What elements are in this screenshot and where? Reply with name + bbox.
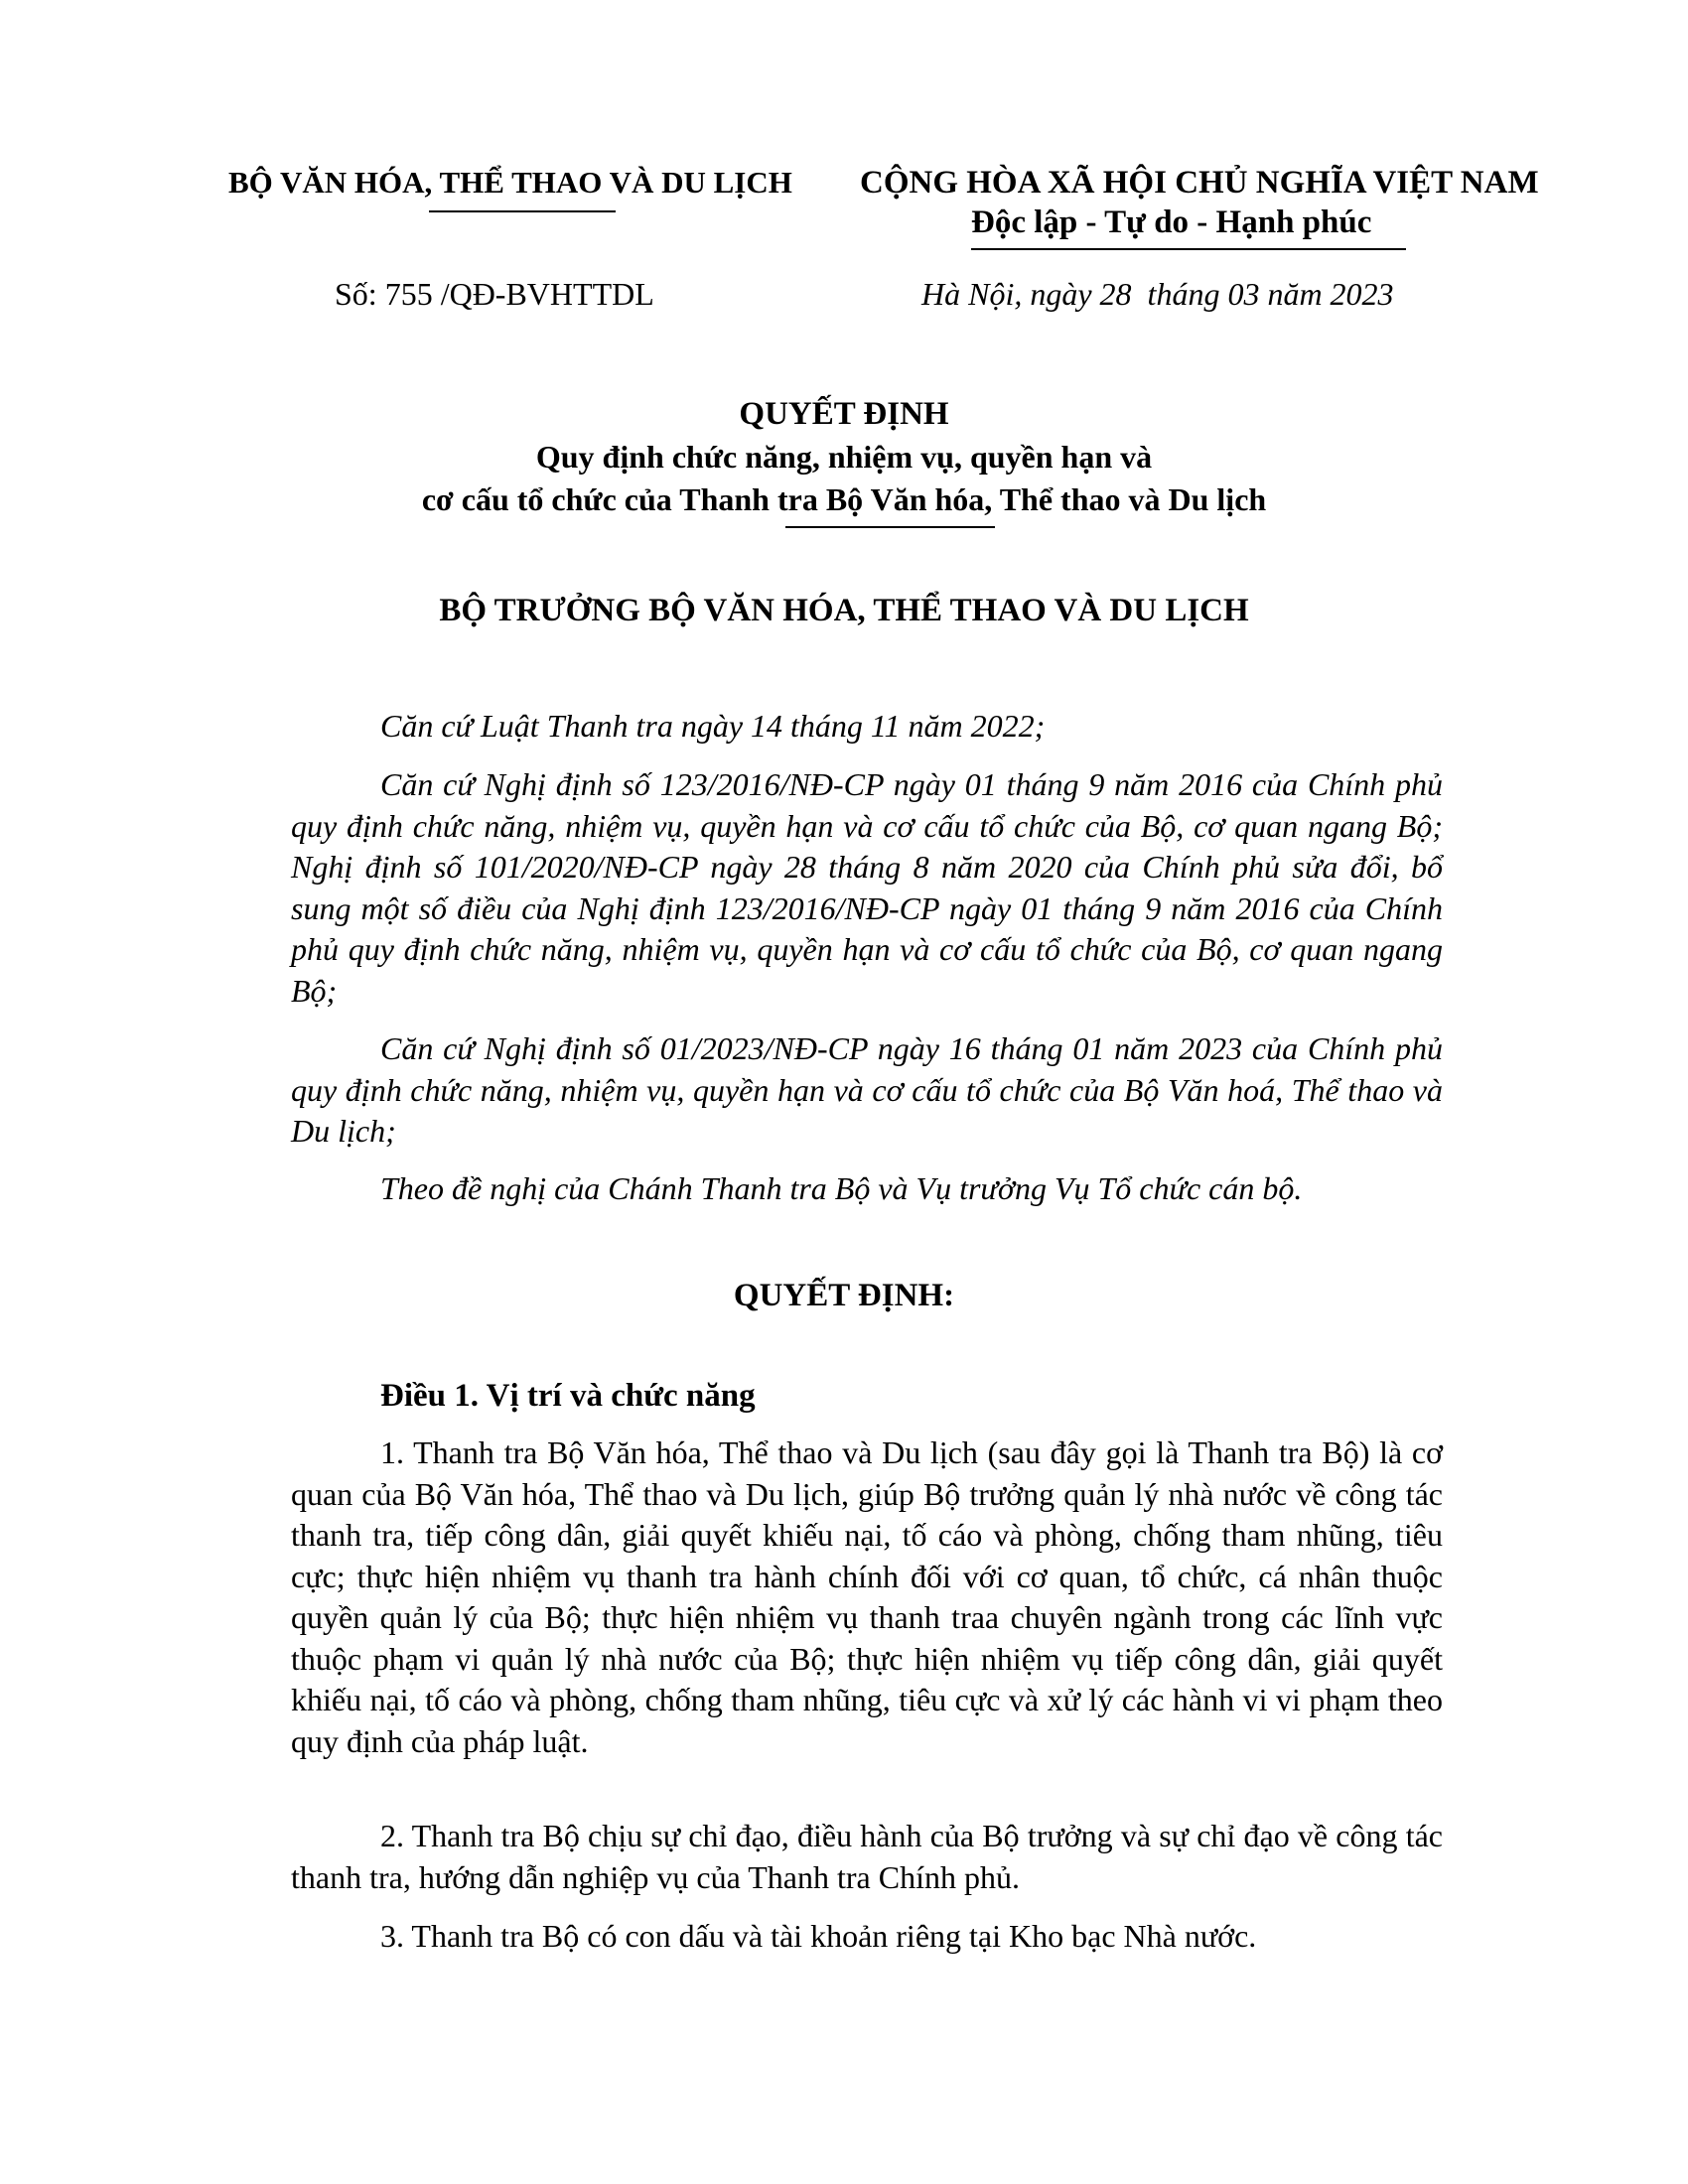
article-clause: 2. Thanh tra Bộ chịu sự chỉ đạo, điều hành của Bộ trưởng và sự chỉ đạo về công tác thanh tra, hướng dẫn nghiệp vụ của Thanh tra Chính phủ. xyxy=(291,1818,1443,1895)
ministry-name: BỘ VĂN HÓA, THỂ THAO VÀ DU LỊCH xyxy=(228,165,792,200)
motto-underline xyxy=(971,248,1406,250)
country-name: CỘNG HÒA XÃ HỘI CHỦ NGHĨA VIỆT NAM xyxy=(860,165,1539,201)
article-clause: 3. Thanh tra Bộ có con dấu và tài khoản riêng tại Kho bạc Nhà nước. xyxy=(380,1918,1257,1954)
preamble-item: Căn cứ Nghị định số 01/2023/NĐ-CP ngày 16 tháng 01 năm 2023 của Chính phủ quy định chức năng, nhiệm vụ, quyền hạn và cơ cấu tổ chức của Bộ Văn hoá, Thể thao và Du lịch; xyxy=(291,1030,1443,1149)
article-clause: 1. Thanh tra Bộ Văn hóa, Thể thao và Du lịch (sau đây gọi là Thanh tra Bộ) là cơ quan của Bộ Văn hóa, Thể thao và Du lịch, giúp Bộ trưởng quản lý nhà nước về công tác thanh tra, tiếp công dân, giải quyết khiếu nại, tố cáo và phòng, chống tham nhũng, tiêu cực; thực hiện nhiệm vụ thanh tra hành chính đối với cơ quan, tổ chức, cá nhân thuộc quyền quản lý của Bộ; thực hiện nhiệm vụ thanh traa chuyên ngành trong các lĩnh vực thuộc phạm vi quản lý nhà nước của Bộ; thực hiện nhiệm vụ tiếp công dân, giải quyết khiếu nại, tố cáo và phòng, chống tham nhũng, tiêu cực và xử lý các hành vi vi phạm theo quy định của pháp luật. xyxy=(291,1434,1443,1759)
article-heading: Điều 1. Vị trí và chức năng xyxy=(380,1378,756,1414)
issuing-authority: BỘ TRƯỞNG BỘ VĂN HÓA, THỂ THAO VÀ DU LỊCH xyxy=(439,593,1249,628)
place-and-date: Hà Nội, ngày 28 tháng 03 năm 2023 xyxy=(921,276,1394,312)
ministry-underline xyxy=(429,210,616,212)
document-title: QUYẾT ĐỊNH xyxy=(739,396,949,432)
document-subtitle-line1: Quy định chức năng, nhiệm vụ, quyền hạn và xyxy=(535,439,1153,475)
preamble-item: Căn cứ Luật Thanh tra ngày 14 tháng 11 năm 2022; xyxy=(380,708,1046,744)
title-underline xyxy=(785,526,995,528)
preamble-item: Căn cứ Nghị định số 123/2016/NĐ-CP ngày 01 tháng 9 năm 2016 của Chính phủ quy định chức năng, nhiệm vụ, quyền hạn và cơ cấu tổ chức của Bộ, cơ quan ngang Bộ; Nghị định số 101/2020/NĐ-CP ngày 28 tháng 8 năm 2020 của Chính phủ sửa đổi, bổ sung một số điều của Nghị định 123/2016/NĐ-CP ngày 01 tháng 9 năm 2016 của Chính phủ quy định chức năng, nhiệm vụ, quyền hạn và cơ cấu tổ chức của Bộ, cơ quan ngang Bộ; xyxy=(291,766,1443,1009)
preamble-item: Theo đề nghị của Chánh Thanh tra Bộ và Vụ trưởng Vụ Tổ chức cán bộ. xyxy=(380,1170,1303,1206)
decision-heading: QUYẾT ĐỊNH: xyxy=(733,1278,955,1313)
document-subtitle-line2: cơ cấu tổ chức của Thanh tra Bộ Văn hóa, Thể thao và Du lịch xyxy=(421,481,1267,517)
document-number: Số: 755 /QĐ-BVHTTDL xyxy=(335,276,654,312)
national-motto: Độc lập - Tự do - Hạnh phúc xyxy=(971,205,1372,240)
